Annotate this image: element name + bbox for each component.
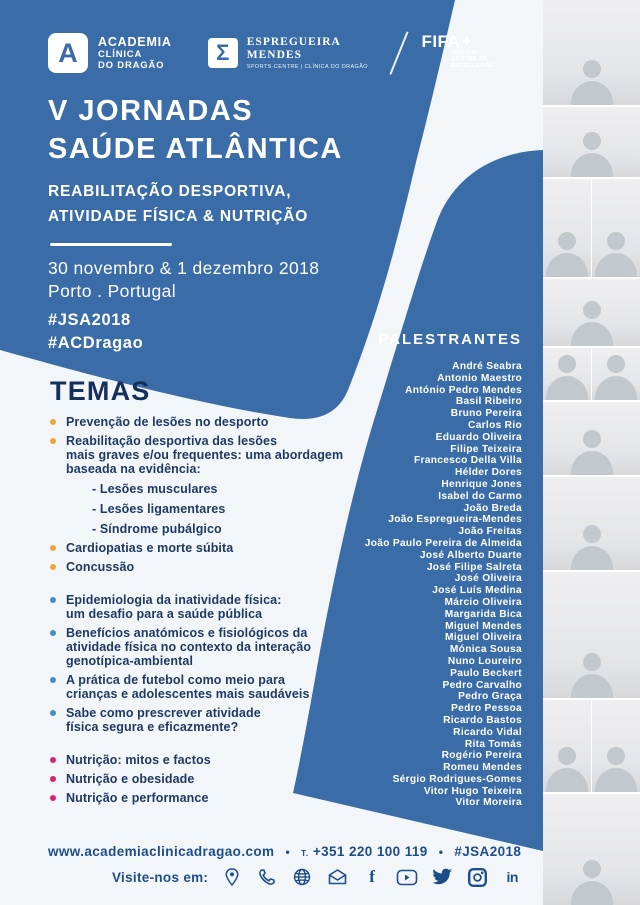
separator-dot: • (285, 845, 291, 859)
speaker-name: Eduardo Oliveira (435, 431, 522, 443)
speaker-name: António Pedro Mendes (405, 384, 522, 396)
speaker-name: Ricardo Bastos (443, 714, 522, 726)
speaker-name: Vitor Moreira (455, 797, 522, 809)
topic-text: Epidemiologia da inatividade física: um desafio para a saúde pública (66, 593, 282, 621)
athlete-photo-weightlifting (543, 107, 640, 177)
speaker-name: Mónica Sousa (449, 644, 522, 656)
logo-divider (389, 31, 408, 74)
topic-item (50, 753, 370, 767)
topic-item (50, 772, 370, 786)
linkedin-icon[interactable]: in (506, 869, 518, 885)
topic-text: - Lesões ligamentares (92, 502, 225, 516)
topic-item (50, 626, 370, 668)
speakers-heading: PALESTRANTES (378, 331, 522, 348)
speaker-name: Nuno Loureiro (447, 655, 522, 667)
bullet-icon (50, 545, 56, 551)
speaker-name: Márcio Oliveira (444, 596, 522, 608)
speaker-name: João Paulo Pereira de Almeida (364, 537, 522, 549)
speaker-name: Vitor Hugo Teixeira (423, 785, 522, 797)
speaker-name: Antonio Maestro (437, 372, 522, 384)
topic-text: Cardiopatias e morte súbita (66, 541, 234, 555)
topics-list (50, 415, 370, 805)
phone-icon[interactable] (256, 866, 278, 888)
topic-item (50, 434, 370, 476)
logo-row (48, 30, 493, 76)
topic-item (50, 541, 370, 555)
athlete-photo-downhill-bike (543, 279, 640, 346)
separator-dot: • (438, 845, 444, 859)
divider-line (50, 243, 172, 246)
topic-text: - Lesões musculares (92, 482, 218, 496)
footer-hashtag: #JSA2018 (454, 844, 522, 859)
espregueira-logo-subtext: SPORTS-CENTRE | CLÍNICA DO DRAGÃO (246, 64, 368, 70)
athlete-photo-strip (543, 0, 640, 905)
espregueira-mendes-logo: Σ ESPREGUEIRA MENDES SPORTS-CENTRE | CLÍNICA DO DRAGÃO (208, 36, 368, 70)
athlete-photo-tennis (543, 0, 640, 105)
event-date: 30 novembro & 1 dezembro 2018 Porto . Portugal (48, 258, 320, 301)
topic-item (50, 560, 370, 574)
email-icon[interactable] (326, 866, 348, 888)
phone-number[interactable]: +351 220 100 119 (312, 844, 428, 859)
speaker-name: Francesco Della Villa (413, 455, 522, 467)
bullet-icon (50, 630, 56, 636)
speaker-name: Romeu Mendes (443, 762, 522, 774)
topic-text: Nutrição e performance (66, 791, 209, 805)
topic-text: Sabe como prescrever atividade física segura e eficazmente? (66, 706, 261, 734)
academia-logo-icon: A (48, 33, 88, 73)
speaker-name: Carlos Rio (468, 419, 522, 431)
speaker-name: Pedro Carvalho (442, 679, 522, 691)
athlete-photo-wrestling (543, 700, 591, 792)
speaker-name: Pedro Pessoa (451, 703, 522, 715)
speaker-name: Miguel Mendes (445, 620, 522, 632)
hashtag-acdragao: #ACDragao (48, 334, 144, 352)
athlete-photo-karate (543, 794, 640, 905)
topic-item (92, 502, 370, 516)
fifa-logo-text: FIFA (421, 31, 461, 51)
speakers-section (365, 331, 522, 809)
speaker-name: Miguel Oliveira (445, 632, 522, 644)
sigma-logo-icon: Σ (208, 38, 238, 68)
athlete-photo-team-jacket (592, 700, 640, 792)
athlete-photo-triathlon (543, 477, 640, 570)
topic-item (92, 522, 370, 536)
speaker-name: José Oliveira (454, 573, 522, 585)
athlete-photo-jiu-jitsu (543, 572, 640, 698)
topic-text: A prática de futebol como meio para crianças e adolescentes mais saudáveis (66, 673, 310, 701)
fifa-logo (421, 31, 494, 70)
topics-heading: TEMAS (50, 376, 151, 406)
page-subtitle: REABILITAÇÃO DESPORTIVA, ATIVIDADE FÍSICA & NUTRIÇÃO (48, 183, 309, 225)
speaker-name: Filipe Teixeira (450, 443, 522, 455)
speaker-name: Isabel do Carmo (438, 490, 522, 502)
bullet-icon (50, 757, 56, 763)
bullet-icon (50, 438, 56, 444)
instagram-icon[interactable] (466, 866, 488, 888)
academia-logo-text: ACADEMIA (98, 34, 172, 49)
speaker-name: Bruno Pereira (450, 408, 522, 420)
topic-text: Nutrição e obesidade (66, 772, 195, 786)
bullet-icon (50, 597, 56, 603)
bullet-icon (50, 710, 56, 716)
twitter-icon[interactable] (431, 866, 453, 888)
bullet-icon (50, 776, 56, 782)
topic-text: Prevenção de lesões no desporto (66, 415, 269, 429)
page-title: V JORNADAS SAÚDE ATLÂNTICA (48, 95, 343, 165)
bullet-icon (50, 419, 56, 425)
athlete-photo-running (543, 179, 591, 277)
speaker-name: Rogério Pereira (441, 750, 522, 762)
athlete-photo-cycling (543, 402, 640, 475)
phone-prefix: T. (301, 848, 309, 858)
location-pin-icon[interactable] (221, 866, 243, 888)
speaker-name: Paulo Beckert (450, 667, 522, 679)
globe-icon[interactable] (291, 866, 313, 888)
youtube-icon[interactable] (396, 866, 418, 888)
athlete-photo-team-tracksuit (592, 348, 640, 400)
event-hashtags (48, 309, 143, 355)
athlete-photo-rugby (592, 179, 640, 277)
speaker-name: Margarida Bica (444, 608, 522, 620)
topic-item (50, 706, 370, 734)
athlete-photo-judo (543, 348, 591, 400)
academia-logo: A ACADEMIA CLÍNICA DO DRAGÃO (48, 33, 172, 73)
speakers-list (365, 361, 522, 809)
speaker-name: José Luís Medina (432, 585, 522, 597)
topic-text: Reabilitação desportiva das lesões mais graves e/ou frequentes: uma abordagem baseada na evidência: (66, 434, 344, 476)
topics-section (50, 376, 370, 805)
speaker-name: Pedro Graça (458, 691, 522, 703)
speaker-name: Rita Tomás (464, 738, 522, 750)
bullet-icon (50, 564, 56, 570)
speaker-name: José Alberto Duarte (419, 549, 522, 561)
speaker-name: Hélder Dores (454, 467, 522, 479)
speaker-name: Sérgio Rodrigues-Gomes (392, 773, 522, 785)
speaker-name: Henrique Jones (441, 478, 522, 490)
topic-text: - Síndrome pubálgico (92, 522, 222, 536)
topic-item (50, 593, 370, 621)
speaker-name: Basil Ribeiro (455, 396, 522, 408)
topic-item (50, 791, 370, 805)
speaker-name: João Freitas (458, 526, 522, 538)
topic-text: Benefícios anatómicos e fisiológicos da atividade física no contexto da interação genotípica-ambiental (66, 626, 312, 668)
speaker-name: João Breda (463, 502, 522, 514)
facebook-icon[interactable]: f (369, 867, 376, 886)
topic-item (50, 673, 370, 701)
speaker-name: Ricardo Vidal (453, 726, 522, 738)
contact-line (48, 844, 521, 859)
hashtag-jsa2018: #JSA2018 (48, 311, 131, 329)
fifa-cross-icon: ✚ (462, 35, 472, 48)
topic-text: Nutrição: mitos e factos (66, 753, 211, 767)
speaker-name: José Filipe Salreta (426, 561, 522, 573)
speaker-name: André Seabra (452, 361, 522, 372)
bullet-icon (50, 795, 56, 801)
topic-text: Concussão (66, 560, 135, 574)
social-row (112, 866, 523, 888)
website-link[interactable]: www.academiaclinicadragao.com (48, 844, 275, 859)
visit-label: Visite-nos em: (112, 869, 209, 885)
speaker-name: João Espregueira-Mendes (388, 514, 522, 526)
espregueira-logo-text: ESPREGUEIRA (246, 36, 341, 48)
topic-item (50, 415, 370, 429)
bullet-icon (50, 677, 56, 683)
topic-item (92, 482, 370, 496)
fifa-logo-subtext: MEDICAL CENTRE OF EXCELLENCE (451, 49, 494, 69)
